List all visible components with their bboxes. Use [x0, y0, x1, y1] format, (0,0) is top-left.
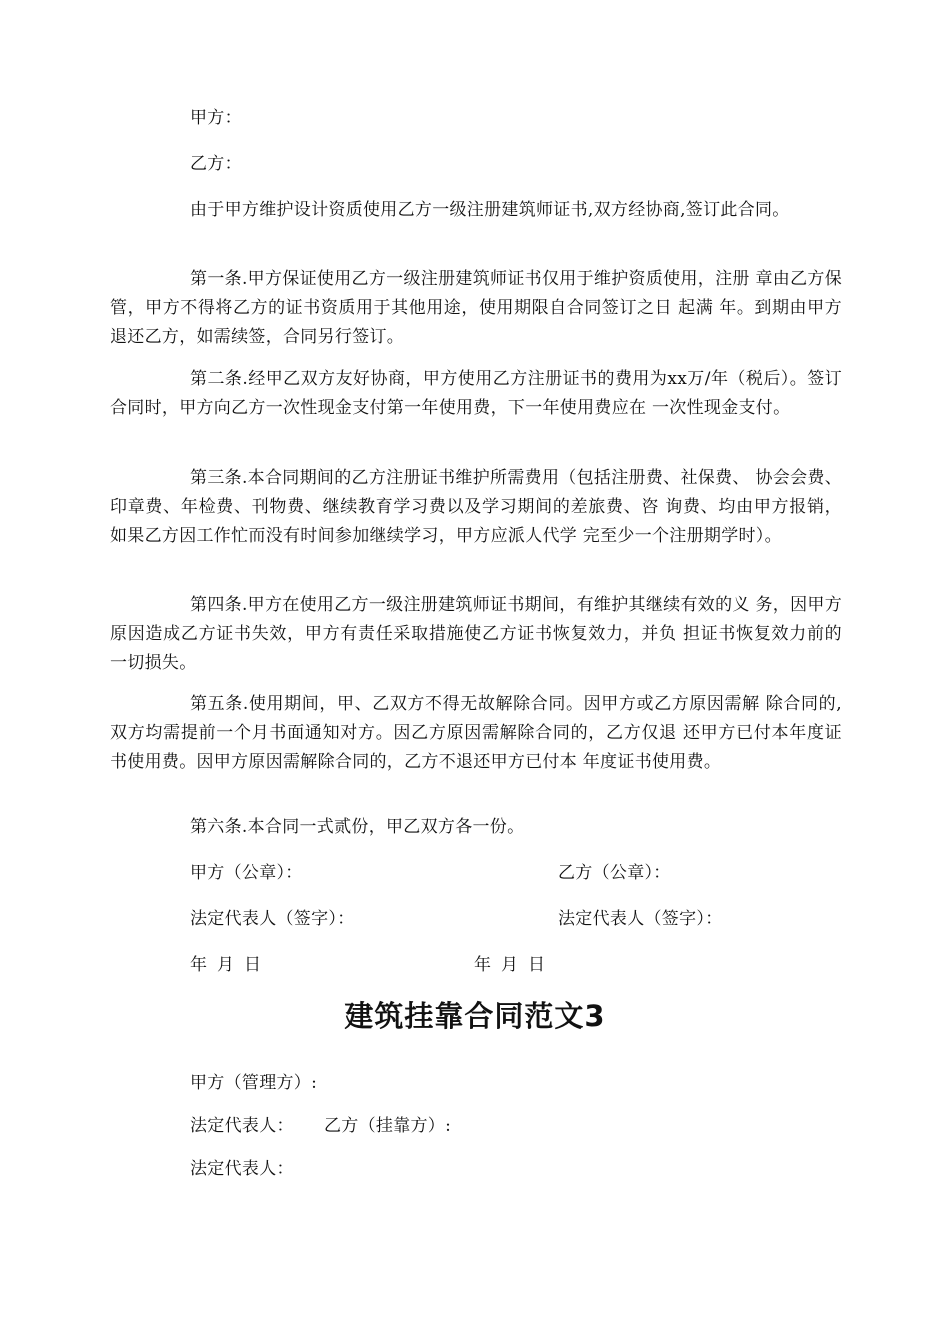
section-title: 建筑挂靠合同范文3	[344, 999, 606, 1033]
contract-intro: 由于甲方维护设计资质使用乙方一级注册建筑师证书,双方经协商,签订此合同。	[190, 200, 790, 220]
party-b-date: 年 月 日	[474, 955, 546, 975]
party-a-date: 年 月 日	[190, 955, 262, 975]
party-a-label: 甲方：	[190, 108, 242, 128]
article-4: 第四条.甲方在使用乙方一级注册建筑师证书期间，有维护其继续有效的义 务，因甲方原因造成乙方证书失效，甲方有责任采取措施使乙方证书恢复效力，并负 担证书恢复效力前的一切损失。	[110, 595, 842, 673]
article-2: 第二条.经甲乙双方友好协商，甲方使用乙方注册证书的费用为xx万/年（税后）。签订合同时，甲方向乙方一次性现金支付第一年使用费，下一年使用费应在 一次性现金支付。	[110, 369, 842, 418]
manager-party-label: 甲方（管理方）:	[190, 1073, 318, 1093]
affiliate-party-label: 乙方（挂靠方）:	[324, 1116, 452, 1136]
article-1: 第一条.甲方保证使用乙方一级注册建筑师证书仅用于维护资质使用，注册 章由乙方保管，甲方不得将乙方的证书资质用于其他用途，使用期限自合同签订之日 起满 年。到期由甲方退还乙方，如需续签，合同另行签订。	[110, 269, 842, 347]
party-a-representative: 法定代表人（签字）：	[190, 909, 355, 929]
manager-representative: 法定代表人：	[190, 1116, 294, 1136]
party-b-seal: 乙方（公章）：	[558, 863, 671, 883]
article-6: 第六条.本合同一式贰份，甲乙双方各一份。	[190, 817, 525, 837]
party-b-representative: 法定代表人（签字）：	[558, 909, 723, 929]
article-5: 第五条.使用期间，甲、乙双方不得无故解除合同。因甲方或乙方原因需解 除合同的,双方均需提前一个月书面通知对方。因乙方原因需解除合同的，乙方仅退 还甲方已付本年度证书使用费。因甲方原因需解除合同的，乙方不退还甲方已付本 年度证书使用费。	[110, 694, 842, 772]
party-a-seal: 甲方（公章）：	[190, 863, 303, 883]
party-b-label: 乙方：	[190, 154, 242, 174]
affiliate-representative: 法定代表人：	[190, 1159, 294, 1179]
article-3: 第三条.本合同期间的乙方注册证书维护所需费用（包括注册费、社保费、 协会会费、印章费、年检费、刊物费、继续教育学习费以及学习期间的差旅费、咨 询费、均由甲方报销，如果乙方因工作忙而没有时间参加继续学习，甲方应派人代学 完至少一个注册期学时）。	[110, 468, 842, 546]
